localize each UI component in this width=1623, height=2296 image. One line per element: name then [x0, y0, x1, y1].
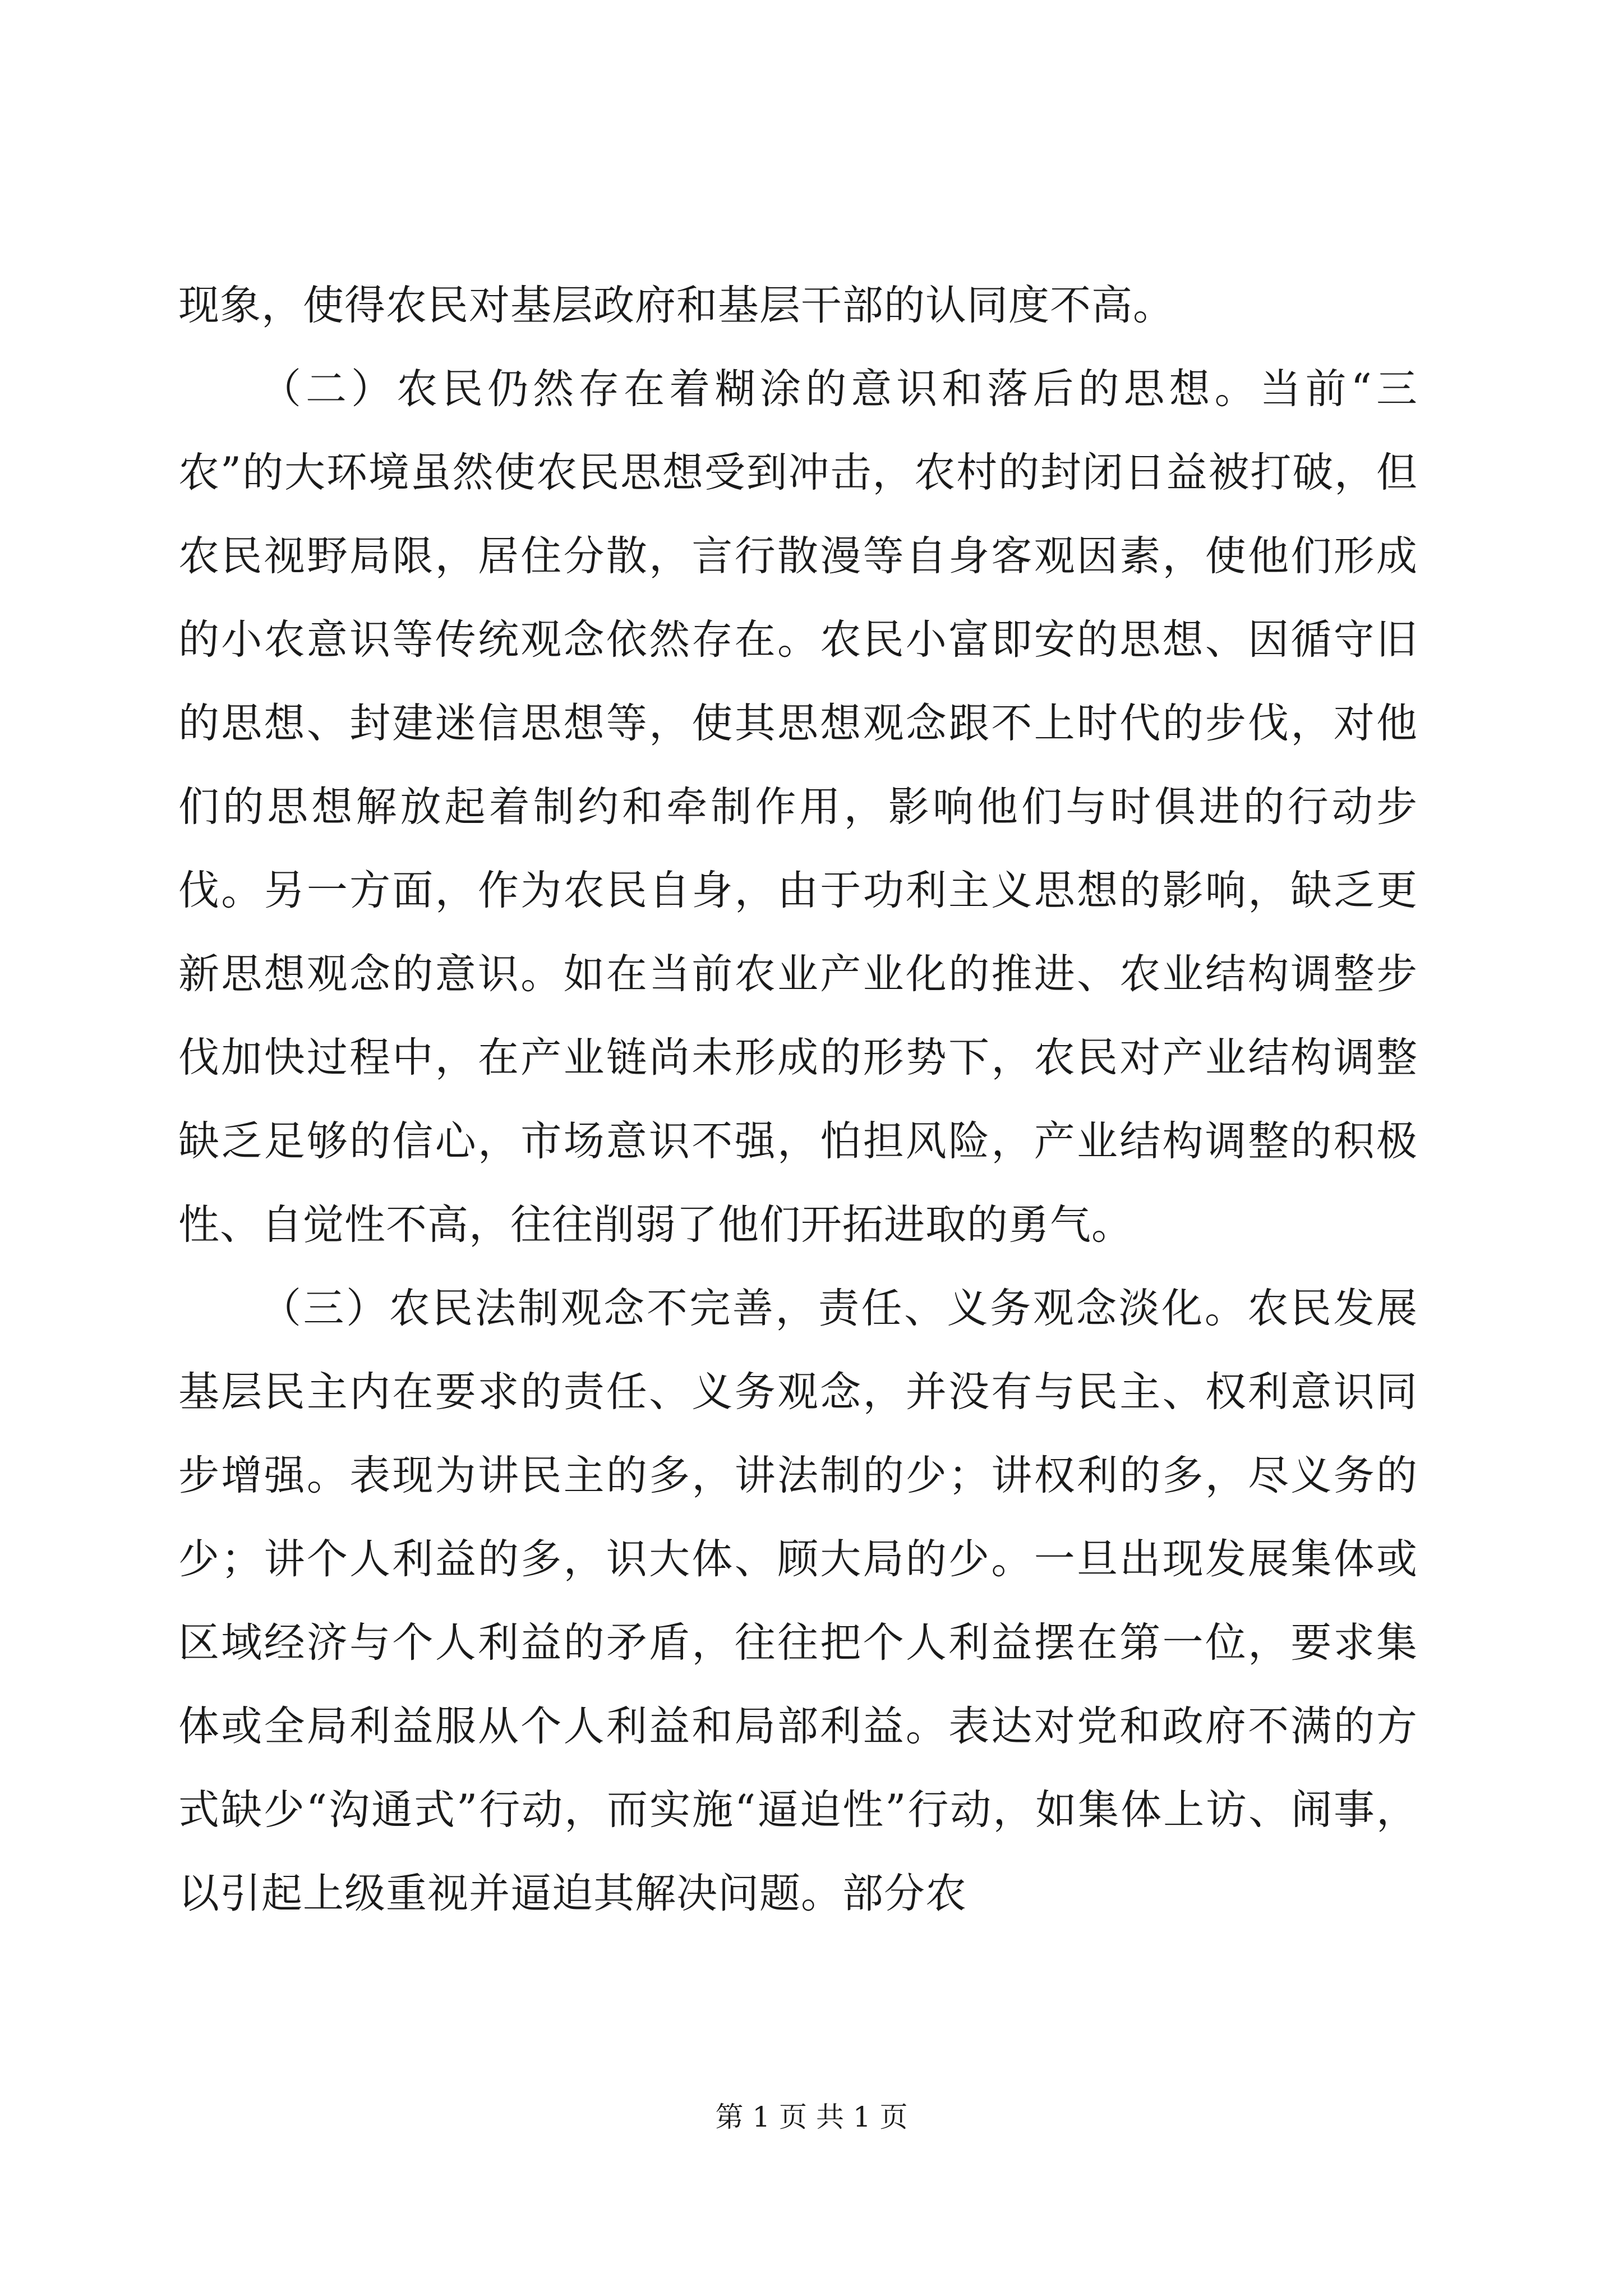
paragraph-section-three: （三）农民法制观念不完善，责任、义务观念淡化。农民发展基层民主内在要求的责任、义务观念，并没有与民主、权利意识同步增强。表现为讲民主的多，讲法制的少；讲权利的多，尽义务的少；讲个人利益的多，识大体、顾大局的少。一旦出现发展集体或区域经济与个人利益的矛盾，往往把个人利益摆在第一位，要求集体或全局利益服从个人利益和局部利益。表达对党和政府不满的方式缺少“沟通式”行动，而实施“逼迫性”行动，如集体上访、闹事，以引起上级重视并逼迫其解决问题。部分农: [178, 1285, 1418, 1917]
paragraph-continuation: 现象，使得农民对基层政府和基层干部的认同度不高。: [178, 282, 1174, 329]
document-body: [178, 264, 1418, 1935]
paragraph-section-two: （二）农民仍然存在着糊涂的意识和落后的思想。当前“三农”的大环境虽然使农民思想受到冲击，农村的封闭日益被打破，但农民视野局限，居住分散，言行散漫等自身客观因素，使他们形成的小农意识等传统观念依然存在。农民小富即安的思想、因循守旧的思想、封建迷信思想等，使其思想观念跟不上时代的步伐，对他们的思想解放起着制约和牵制作用，影响他们与时俱进的行动步伐。另一方面，作为农民自身，由于功利主义思想的影响，缺乏更新思想观念的意识。如在当前农业产业化的推进、农业结构调整步伐加快过程中，在产业链尚未形成的形势下，农民对产业结构调整缺乏足够的信心，市场意识不强，怕担风险，产业结构调整的积极性、自觉性不高，往往削弱了他们开拓进取的勇气。: [178, 365, 1418, 1249]
page-footer: 第 1 页 共 1 页: [715, 2101, 908, 2133]
